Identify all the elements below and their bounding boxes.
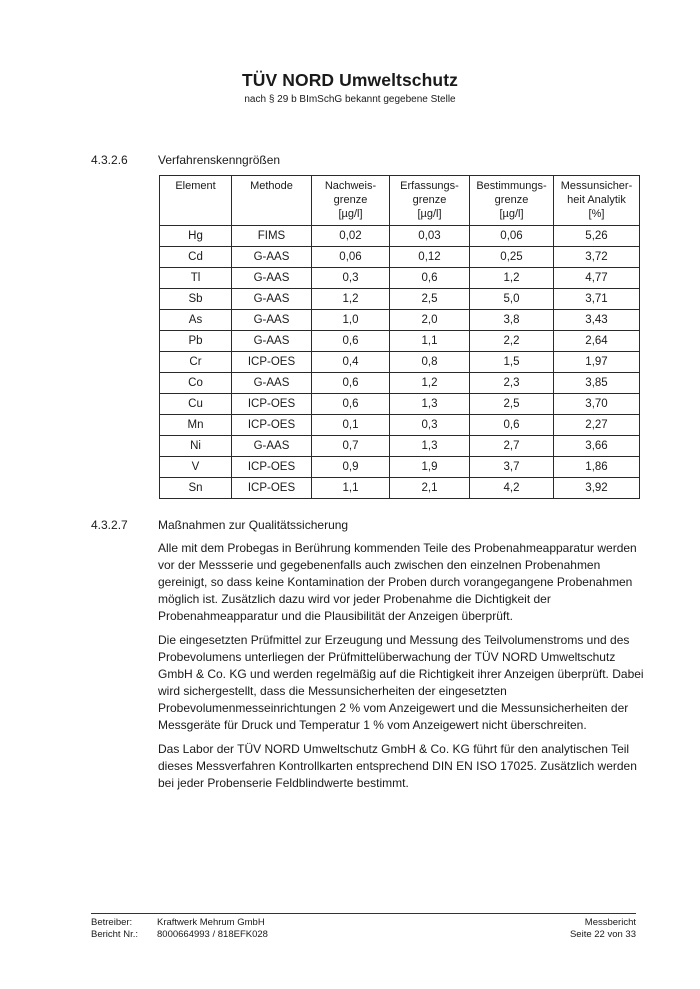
table-cell: 0,6: [312, 373, 390, 394]
table-cell: Co: [160, 373, 232, 394]
table-cell: 4,2: [470, 478, 554, 499]
table-cell: 1,97: [554, 352, 640, 373]
header-line: [µg/l]: [417, 208, 442, 220]
table-cell: 2,5: [390, 289, 470, 310]
report-no-value: 8000664993 / 818EFK028: [157, 929, 268, 940]
header-line: grenze: [412, 194, 447, 206]
table-header-cell: [554, 176, 640, 226]
table-cell: G-AAS: [232, 268, 312, 289]
table-cell: 2,7: [470, 436, 554, 457]
table-cell: 1,3: [390, 394, 470, 415]
table-cell: 0,1: [312, 415, 390, 436]
paragraph: Das Labor der TÜV NORD Umweltschutz GmbH & Co. KG führt für den analytischen Teil dieses Messverfahren Kontrollkarten entsprechend DIN EN ISO 17025. Zusätzlich werden bei jeder Probenserie Feldblindwerte bestimmt.: [158, 742, 637, 790]
table-row: [160, 289, 640, 310]
table-cell: 0,3: [390, 415, 470, 436]
header-line: Erfassungs-: [400, 180, 459, 192]
table-cell: 1,1: [390, 331, 470, 352]
table-cell: 2,64: [554, 331, 640, 352]
header-line: grenze: [333, 194, 368, 206]
header-line: [µg/l]: [338, 208, 363, 220]
table-cell: 1,5: [470, 352, 554, 373]
table-cell: 3,70: [554, 394, 640, 415]
table-cell: 3,66: [554, 436, 640, 457]
table-cell: Pb: [160, 331, 232, 352]
table-cell: Sb: [160, 289, 232, 310]
table-cell: 0,9: [312, 457, 390, 478]
document-type: Messbericht: [584, 917, 636, 928]
paragraph: Alle mit dem Probegas in Berührung kommenden Teile des Probenahmeapparatur werden vor der Messserie und gegebenenfalls auch zwischen den einzelnen Probenahmen gereinigt, so dass keine Kontamination der Proben durch vorangegangene Probenahmen möglich ist. Zusätzlich dazu wird vor jeder Probenahme die Dichtigkeit der Probenahmeapparatur und die Plausibilität der Anzeigen überprüft.: [158, 541, 637, 623]
section-title: Maßnahmen zur Qualitätssicherung: [158, 518, 349, 532]
table-row: [160, 394, 640, 415]
table-cell: ICP-OES: [232, 394, 312, 415]
table-cell: 2,0: [390, 310, 470, 331]
table-cell: 1,2: [390, 373, 470, 394]
table-cell: Cu: [160, 394, 232, 415]
table-row: [160, 310, 640, 331]
header-line: [µg/l]: [499, 208, 524, 220]
table-cell: 1,86: [554, 457, 640, 478]
page-title: TÜV NORD Umweltschutz: [241, 70, 458, 90]
table-row: [160, 373, 640, 394]
page-number: Seite 22 von 33: [569, 929, 636, 940]
table-cell: 0,06: [470, 226, 554, 247]
table-cell: 0,3: [312, 268, 390, 289]
method-parameters-table: [159, 175, 640, 499]
table-cell: 0,6: [470, 415, 554, 436]
table-cell: 1,0: [312, 310, 390, 331]
table-cell: G-AAS: [232, 331, 312, 352]
table-header-cell: [160, 176, 232, 226]
table-cell: 3,71: [554, 289, 640, 310]
table-cell: ICP-OES: [232, 478, 312, 499]
section-title: Verfahrenskenngrößen: [158, 153, 281, 167]
table-cell: 0,6: [312, 331, 390, 352]
table-cell: 0,6: [312, 394, 390, 415]
operator-label: Betreiber:: [91, 917, 133, 928]
section-number: 4.3.2.6: [91, 153, 128, 167]
table-cell: 3,92: [554, 478, 640, 499]
table-cell: 5,0: [470, 289, 554, 310]
table-cell: 2,1: [390, 478, 470, 499]
report-no-label: Bericht Nr.:: [91, 929, 138, 940]
table-body: [160, 226, 640, 499]
table-row: [160, 331, 640, 352]
table-cell: G-AAS: [232, 289, 312, 310]
paragraph: Die eingesetzten Prüfmittel zur Erzeugung und Messung des Teilvolumenstroms und des Probevolumens unterliegen der Prüfmittelüberwachung der TÜV NORD Umweltschutz GmbH & Co. KG und werden regelmäßig auf die Richtigkeit ihrer Anzeigen überprüft. Dabei wird sichergestellt, dass die Messunsicherheiten der eingesetzten Probevolumenmesseinrichtungen 2 % vom Anzeigewert und die Messunsicherheiten der Messgeräte für Druck und Temperatur 1 % vom Anzeigewert nicht überschreiten.: [158, 633, 644, 732]
header-line: Messunsicher-: [560, 180, 633, 192]
table-cell: 1,2: [470, 268, 554, 289]
table-cell: 0,25: [470, 247, 554, 268]
table-cell: 3,7: [470, 457, 554, 478]
table-cell: 1,9: [390, 457, 470, 478]
header-line: [%]: [588, 208, 605, 220]
table-cell: Mn: [160, 415, 232, 436]
table-header-row: [160, 176, 640, 226]
table-cell: 0,06: [312, 247, 390, 268]
table-row: [160, 247, 640, 268]
table-cell: ICP-OES: [232, 352, 312, 373]
table-cell: 2,3: [470, 373, 554, 394]
table-header-cell: [232, 176, 312, 226]
table-cell: Tl: [160, 268, 232, 289]
table-cell: V: [160, 457, 232, 478]
table-cell: 3,8: [470, 310, 554, 331]
table-cell: As: [160, 310, 232, 331]
header-line: Element: [175, 180, 216, 192]
header-line: Methode: [250, 180, 293, 192]
table-cell: 1,2: [312, 289, 390, 310]
page-subtitle: nach § 29 b BImSchG bekannt gegebene Stelle: [244, 94, 456, 105]
table-cell: ICP-OES: [232, 457, 312, 478]
table-row: [160, 457, 640, 478]
table-cell: 0,02: [312, 226, 390, 247]
section-number: 4.3.2.7: [91, 518, 128, 532]
table-row: [160, 352, 640, 373]
table-cell: G-AAS: [232, 436, 312, 457]
section-body: [158, 540, 648, 799]
header-line: grenze: [494, 194, 529, 206]
table-cell: 2,5: [470, 394, 554, 415]
table-cell: 2,27: [554, 415, 640, 436]
table-cell: 0,8: [390, 352, 470, 373]
page-header: [0, 70, 700, 105]
table-row: [160, 436, 640, 457]
table-cell: 1,3: [390, 436, 470, 457]
table-cell: G-AAS: [232, 373, 312, 394]
table-cell: G-AAS: [232, 247, 312, 268]
table-cell: Hg: [160, 226, 232, 247]
page-footer: [91, 913, 636, 940]
table-cell: G-AAS: [232, 310, 312, 331]
header-line: Bestimmungs-: [476, 180, 547, 192]
table-row: [160, 415, 640, 436]
table-cell: 3,43: [554, 310, 640, 331]
table-cell: Cd: [160, 247, 232, 268]
header-line: Nachweis-: [324, 180, 377, 192]
table-row: [160, 268, 640, 289]
header-line: heit Analytik: [567, 194, 626, 206]
table-cell: 3,85: [554, 373, 640, 394]
table-row: [160, 478, 640, 499]
table-cell: 4,77: [554, 268, 640, 289]
table-cell: Sn: [160, 478, 232, 499]
table-cell: 3,72: [554, 247, 640, 268]
table-header-cell: [390, 176, 470, 226]
table-cell: 1,1: [312, 478, 390, 499]
table-row: [160, 226, 640, 247]
operator-value: Kraftwerk Mehrum GmbH: [157, 917, 265, 928]
table-cell: Cr: [160, 352, 232, 373]
table-cell: 0,4: [312, 352, 390, 373]
table-cell: 0,7: [312, 436, 390, 457]
table-header-cell: [312, 176, 390, 226]
table-cell: 5,26: [554, 226, 640, 247]
table-cell: ICP-OES: [232, 415, 312, 436]
table-cell: 0,12: [390, 247, 470, 268]
table-cell: FIMS: [232, 226, 312, 247]
table-cell: 2,2: [470, 331, 554, 352]
table-header-cell: [470, 176, 554, 226]
table-cell: 0,03: [390, 226, 470, 247]
table-cell: 0,6: [390, 268, 470, 289]
table-cell: Ni: [160, 436, 232, 457]
